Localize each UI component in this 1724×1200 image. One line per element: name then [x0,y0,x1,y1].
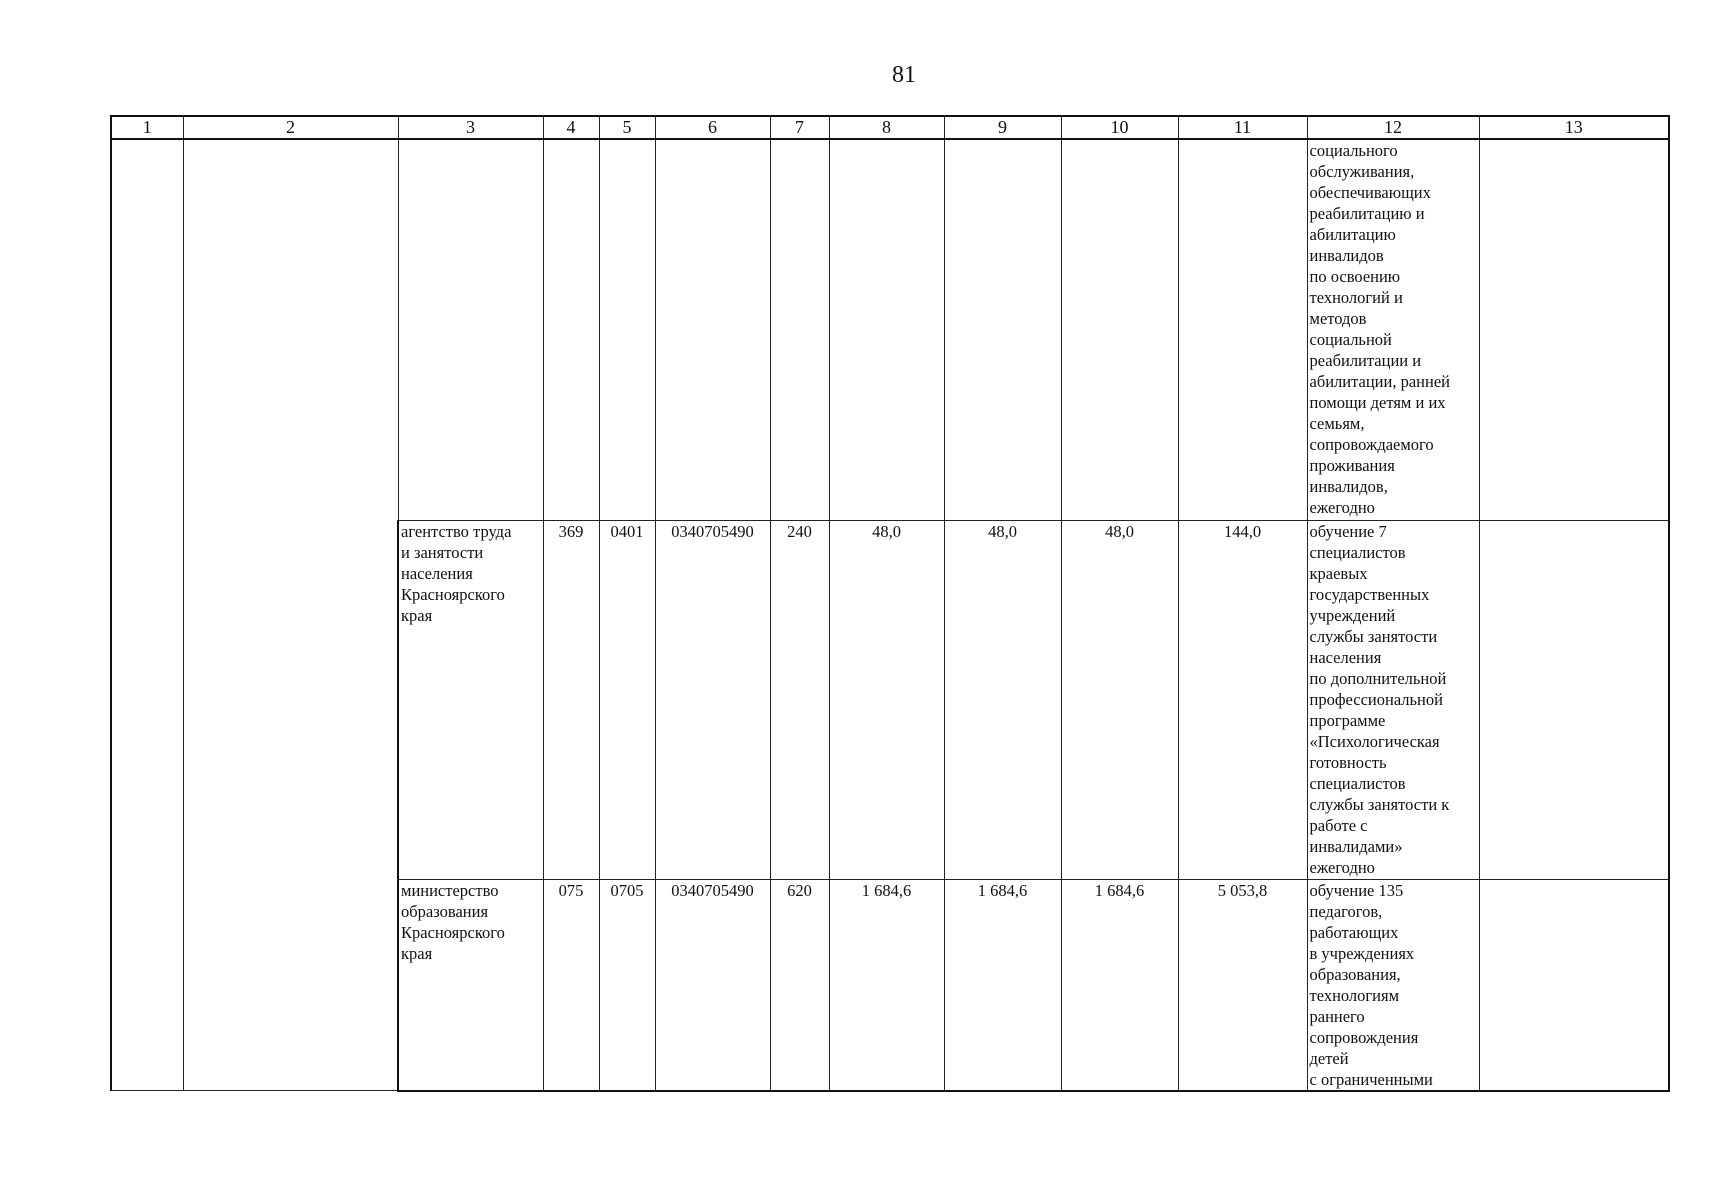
cell-col8: 1 684,6 [829,879,944,1091]
budget-table [110,115,1670,1092]
cell-executor [398,139,543,520]
cell-col2 [183,139,398,1091]
cell-col10: 48,0 [1061,520,1178,879]
cell-result: социального обслуживания, обеспечивающих реабилитацию и абилитацию инвалидов по освоению технологий и методов социальной реабилитации и абилитации, ранней помощи детям и их семьям, сопровождаемого проживания инвалидов, ежегодно [1307,139,1479,520]
cell-col4: 075 [543,879,599,1091]
column-header-13: 13 [1479,116,1669,139]
column-header-10: 10 [1061,116,1178,139]
cell-col5: 0705 [599,879,655,1091]
cell-col5: 0401 [599,520,655,879]
cell-col8 [829,139,944,520]
cell-col7 [770,139,829,520]
column-header-2: 2 [183,116,398,139]
cell-col6: 0340705490 [655,520,770,879]
cell-col11 [1178,139,1307,520]
cell-col1 [111,139,183,1091]
cell-col10 [1061,139,1178,520]
column-header-7: 7 [770,116,829,139]
column-header-4: 4 [543,116,599,139]
column-header-3: 3 [398,116,543,139]
cell-col13 [1479,520,1669,879]
cell-col4 [543,139,599,520]
cell-col10: 1 684,6 [1061,879,1178,1091]
cell-col5 [599,139,655,520]
column-header-8: 8 [829,116,944,139]
cell-col7: 240 [770,520,829,879]
cell-col6: 0340705490 [655,879,770,1091]
header-row [111,116,1669,139]
cell-col9: 48,0 [944,520,1061,879]
column-header-11: 11 [1178,116,1307,139]
cell-executor: агентство труда и занятости населения Красноярского края [398,520,543,879]
cell-col13 [1479,139,1669,520]
cell-result: обучение 135 педагогов, работающих в учреждениях образования, технологиям раннего сопровождения детей с ограниченными [1307,879,1479,1091]
column-header-1: 1 [111,116,183,139]
cell-result: обучение 7 специалистов краевых государственных учреждений службы занятости населения по дополнительной профессиональной программе «Психологическая готовность специалистов службы занятости к работе с инвалидами» ежегодно [1307,520,1479,879]
column-header-6: 6 [655,116,770,139]
cell-executor: министерство образования Красноярского края [398,879,543,1091]
cell-col6 [655,139,770,520]
column-header-12: 12 [1307,116,1479,139]
page-number: 81 [892,62,916,88]
cell-col11: 144,0 [1178,520,1307,879]
cell-col11: 5 053,8 [1178,879,1307,1091]
column-header-9: 9 [944,116,1061,139]
cell-col13 [1479,879,1669,1091]
cell-col7: 620 [770,879,829,1091]
column-header-5: 5 [599,116,655,139]
cell-col8: 48,0 [829,520,944,879]
table-row [111,139,1669,520]
cell-col9: 1 684,6 [944,879,1061,1091]
cell-col4: 369 [543,520,599,879]
cell-col9 [944,139,1061,520]
